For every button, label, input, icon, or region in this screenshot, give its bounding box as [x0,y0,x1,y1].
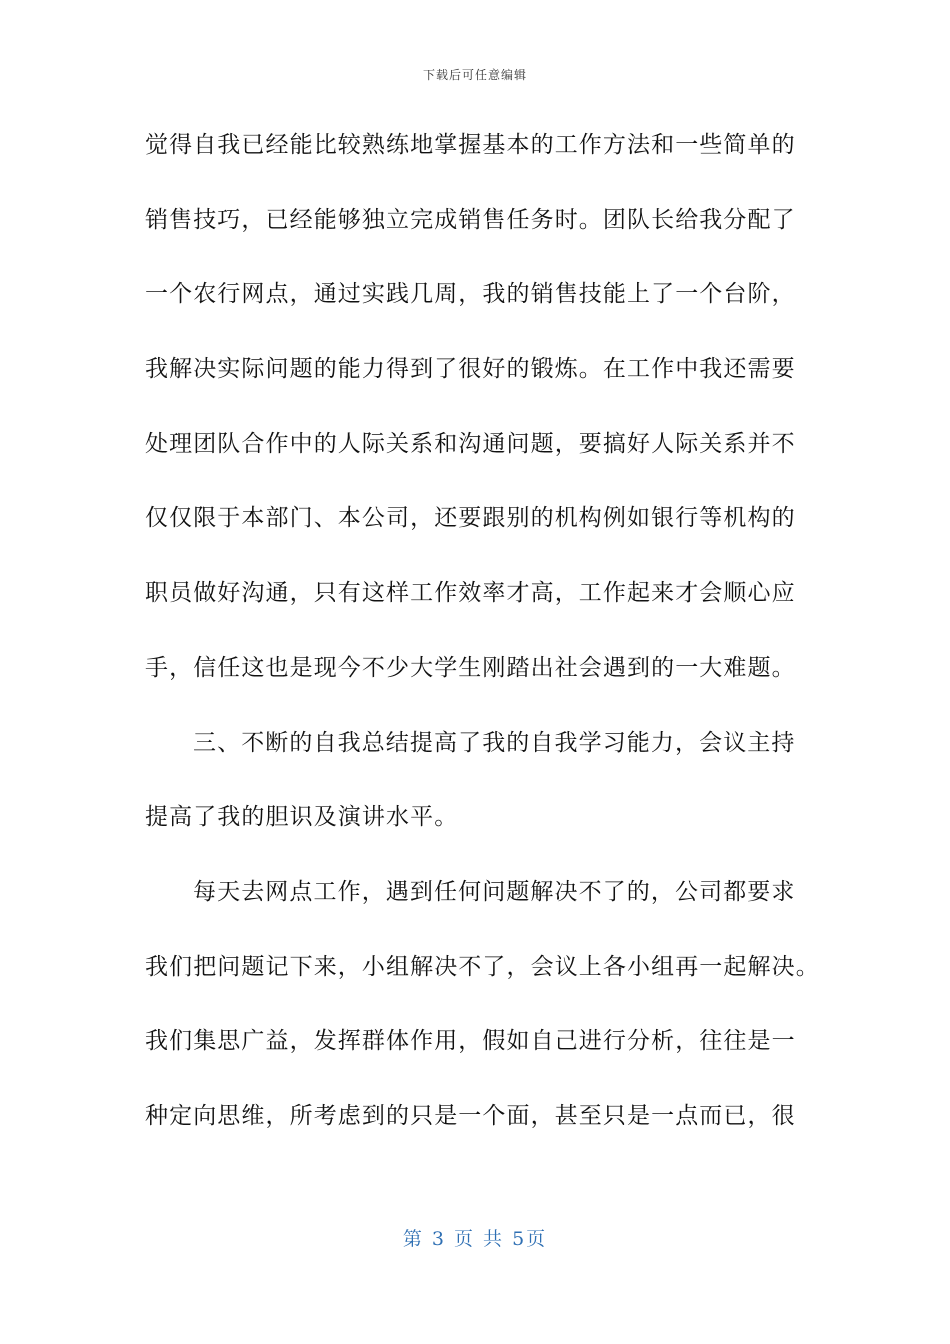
text-line: 每天去网点工作，遇到任何问题解决不了的，公司都要求 [193,878,796,905]
text-line: 觉得自我已经能比较熟练地掌握基本的工作方法和一些简单的 [145,132,796,158]
text-line: 职员做好沟通，只有这样工作效率才高，工作起来才会顺心应 [145,580,796,607]
text-line: 我们把问题记下来，小组解决不了，会议上各小组再一起解决。 [145,953,820,980]
text-line: 我们集思广益，发挥群体作用，假如自己进行分析，往往是一 [145,1028,796,1055]
text-line: 我解决实际问题的能力得到了很好的锻炼。在工作中我还需要 [145,356,796,383]
text-line: 仅仅限于本部门、本公司，还要跟别的机构例如银行等机构的 [145,505,796,532]
section-heading-line: 三、不断的自我总结提高了我的自我学习能力，会议主持 [193,729,796,756]
text-line: 手，信任这也是现今不少大学生刚踏出社会遇到的一大难题。 [145,654,796,681]
document-body [145,118,820,1164]
text-line: 种定向思维，所考虑到的只是一个面，甚至只是一点而已，很 [145,1102,796,1129]
text-line: 一个农行网点，通过实践几周，我的销售技能上了一个台阶， [145,281,796,308]
section-heading-line: 提高了我的胆识及演讲水平。 [145,804,459,831]
page-number-footer: 第 3 页 共 5页 [402,1228,548,1250]
page-header: 下载后可任意编辑 [422,68,527,82]
text-line: 销售技巧，已经能够独立完成销售任务时。团队长给我分配了 [145,206,796,233]
text-line: 处理团队合作中的人际关系和沟通问题，要搞好人际关系并不 [145,430,796,457]
